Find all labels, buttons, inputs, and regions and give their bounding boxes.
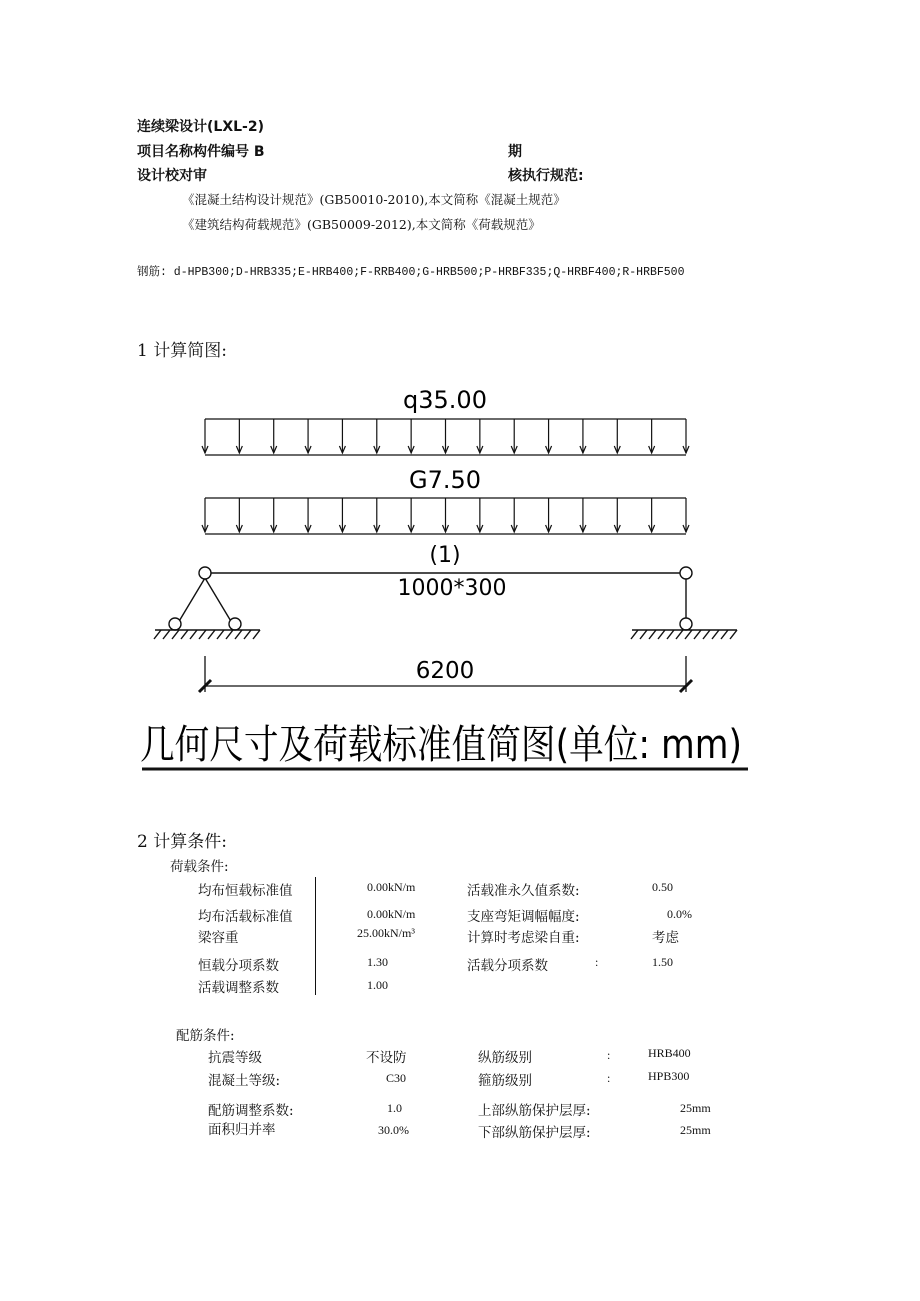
rebar-row-colon: : (607, 1071, 611, 1085)
load-row-value: 0.00kN/m (367, 907, 416, 921)
ground-hatch (163, 630, 170, 639)
load-row-label: 活载调整系数 (198, 980, 279, 996)
diagram-caption: 几何尺寸及荷载标准值简图(单位: mm) (140, 722, 742, 768)
load-row-label: 计算时考虑梁自重: (467, 930, 580, 946)
load-row-label: 均布恒载标准值 (198, 883, 293, 899)
rebar-legend: 钢筋: d-HPB300;D-HRB335;E-HRB400;F-RRB400;G-HRB500;P-HRBF335;Q-HRBF400;R-HRBF500 (137, 266, 685, 279)
design-check-label: 设计校对审 (137, 168, 207, 184)
ground-hatch (253, 630, 260, 639)
rebar-row-value: HRB400 (648, 1046, 691, 1060)
section-size: 1000*300 (397, 576, 507, 601)
right-roller-support (631, 567, 737, 639)
load-row-value: 1.50 (652, 955, 673, 969)
ground-hatch (730, 630, 737, 639)
load-row-value: 0.50 (652, 880, 673, 894)
ground-hatch (640, 630, 647, 639)
rebar-row-value: 1.0 (387, 1101, 402, 1115)
load-row-value: 1.30 (367, 955, 388, 969)
load-row-label: 均布活载标准值 (198, 909, 293, 925)
ground-hatch (190, 630, 197, 639)
date-label: 期 (508, 144, 522, 160)
ground-hatch (703, 630, 710, 639)
left-pin-support (154, 567, 260, 639)
spec-load: 《建筑结构荷载规范》(GB50009-2012),本文简称《荷载规范》 (182, 217, 541, 232)
ground-hatch (235, 630, 242, 639)
rebar-row-label: 混凝土等级: (208, 1073, 281, 1089)
load-row-label: 恒载分项系数 (198, 958, 279, 974)
rebar-row-label: 面积归并率 (208, 1122, 276, 1138)
review-spec-label: 核执行规范: (508, 168, 584, 184)
ground-hatch (694, 630, 701, 639)
load-row-colon: : (595, 955, 599, 969)
ground-hatch (721, 630, 728, 639)
ground-hatch (181, 630, 188, 639)
ground-hatch (676, 630, 683, 639)
ground-hatch (712, 630, 719, 639)
live-load-arrows (202, 419, 689, 455)
ground-hatch (244, 630, 251, 639)
load-row-label: 活载分项系数 (467, 958, 548, 974)
ground-hatch (649, 630, 656, 639)
dead-load-arrows (202, 498, 689, 534)
ground-hatch (631, 630, 638, 639)
rebar-row-label: 下部纵筋保护层厚: (478, 1125, 591, 1141)
beam-diagram (130, 380, 760, 780)
load-table-divider (315, 877, 316, 995)
rebar-row-colon: : (607, 1048, 611, 1062)
project-name-label: 项目名称构件编号 B (137, 144, 265, 160)
span-number: (1) (429, 543, 461, 568)
live-load-label: q35.00 (403, 386, 487, 414)
rebar-row-label: 配筋调整系数: (208, 1103, 294, 1119)
rebar-row-label: 抗震等级 (208, 1050, 262, 1066)
rebar-row-label: 上部纵筋保护层厚: (478, 1103, 591, 1119)
ground-hatch (172, 630, 179, 639)
ground-hatch (667, 630, 674, 639)
load-row-label: 梁容重 (198, 930, 239, 946)
load-row-label: 支座弯矩调幅幅度: (467, 909, 580, 925)
ground-hatch (154, 630, 161, 639)
rebar-row-value: HPB300 (648, 1069, 690, 1083)
rebar-row-value: 25mm (680, 1123, 711, 1137)
ground-hatch (685, 630, 692, 639)
rebar-conditions-title: 配筋条件: (176, 1028, 235, 1044)
load-row-value: 25.00kN/m³ (357, 926, 415, 940)
rebar-row-label: 纵筋级别 (478, 1050, 532, 1066)
load-conditions-title: 荷载条件: (170, 859, 229, 875)
rebar-row-label: 箍筋级别 (478, 1073, 532, 1089)
rebar-row-value: C30 (386, 1071, 407, 1085)
ground-hatch (208, 630, 215, 639)
spec-concrete: 《混凝土结构设计规范》(GB50010-2010),本文简称《混凝土规范》 (182, 192, 566, 207)
document-title: 连续梁设计(LXL-2) (137, 119, 264, 135)
ground-hatch (226, 630, 233, 639)
load-row-value: 1.00 (367, 978, 388, 992)
load-row-value: 0.0% (667, 907, 692, 921)
rebar-row-value: 30.0% (378, 1123, 409, 1137)
section2-title: 2 计算条件: (137, 832, 227, 852)
dead-load-label: G7.50 (408, 466, 482, 494)
ground-hatch (199, 630, 206, 639)
ground-hatch (658, 630, 665, 639)
load-row-label: 活载准永久值系数: (467, 883, 580, 899)
section1-title: 1 计算简图: (137, 341, 227, 361)
load-row-value: 考虑 (652, 930, 679, 946)
load-row-value: 0.00kN/m (367, 880, 416, 894)
span-length: 6200 (415, 658, 475, 684)
rebar-row-value: 不设防 (366, 1050, 407, 1066)
rebar-row-value: 25mm (680, 1101, 711, 1115)
ground-hatch (217, 630, 224, 639)
